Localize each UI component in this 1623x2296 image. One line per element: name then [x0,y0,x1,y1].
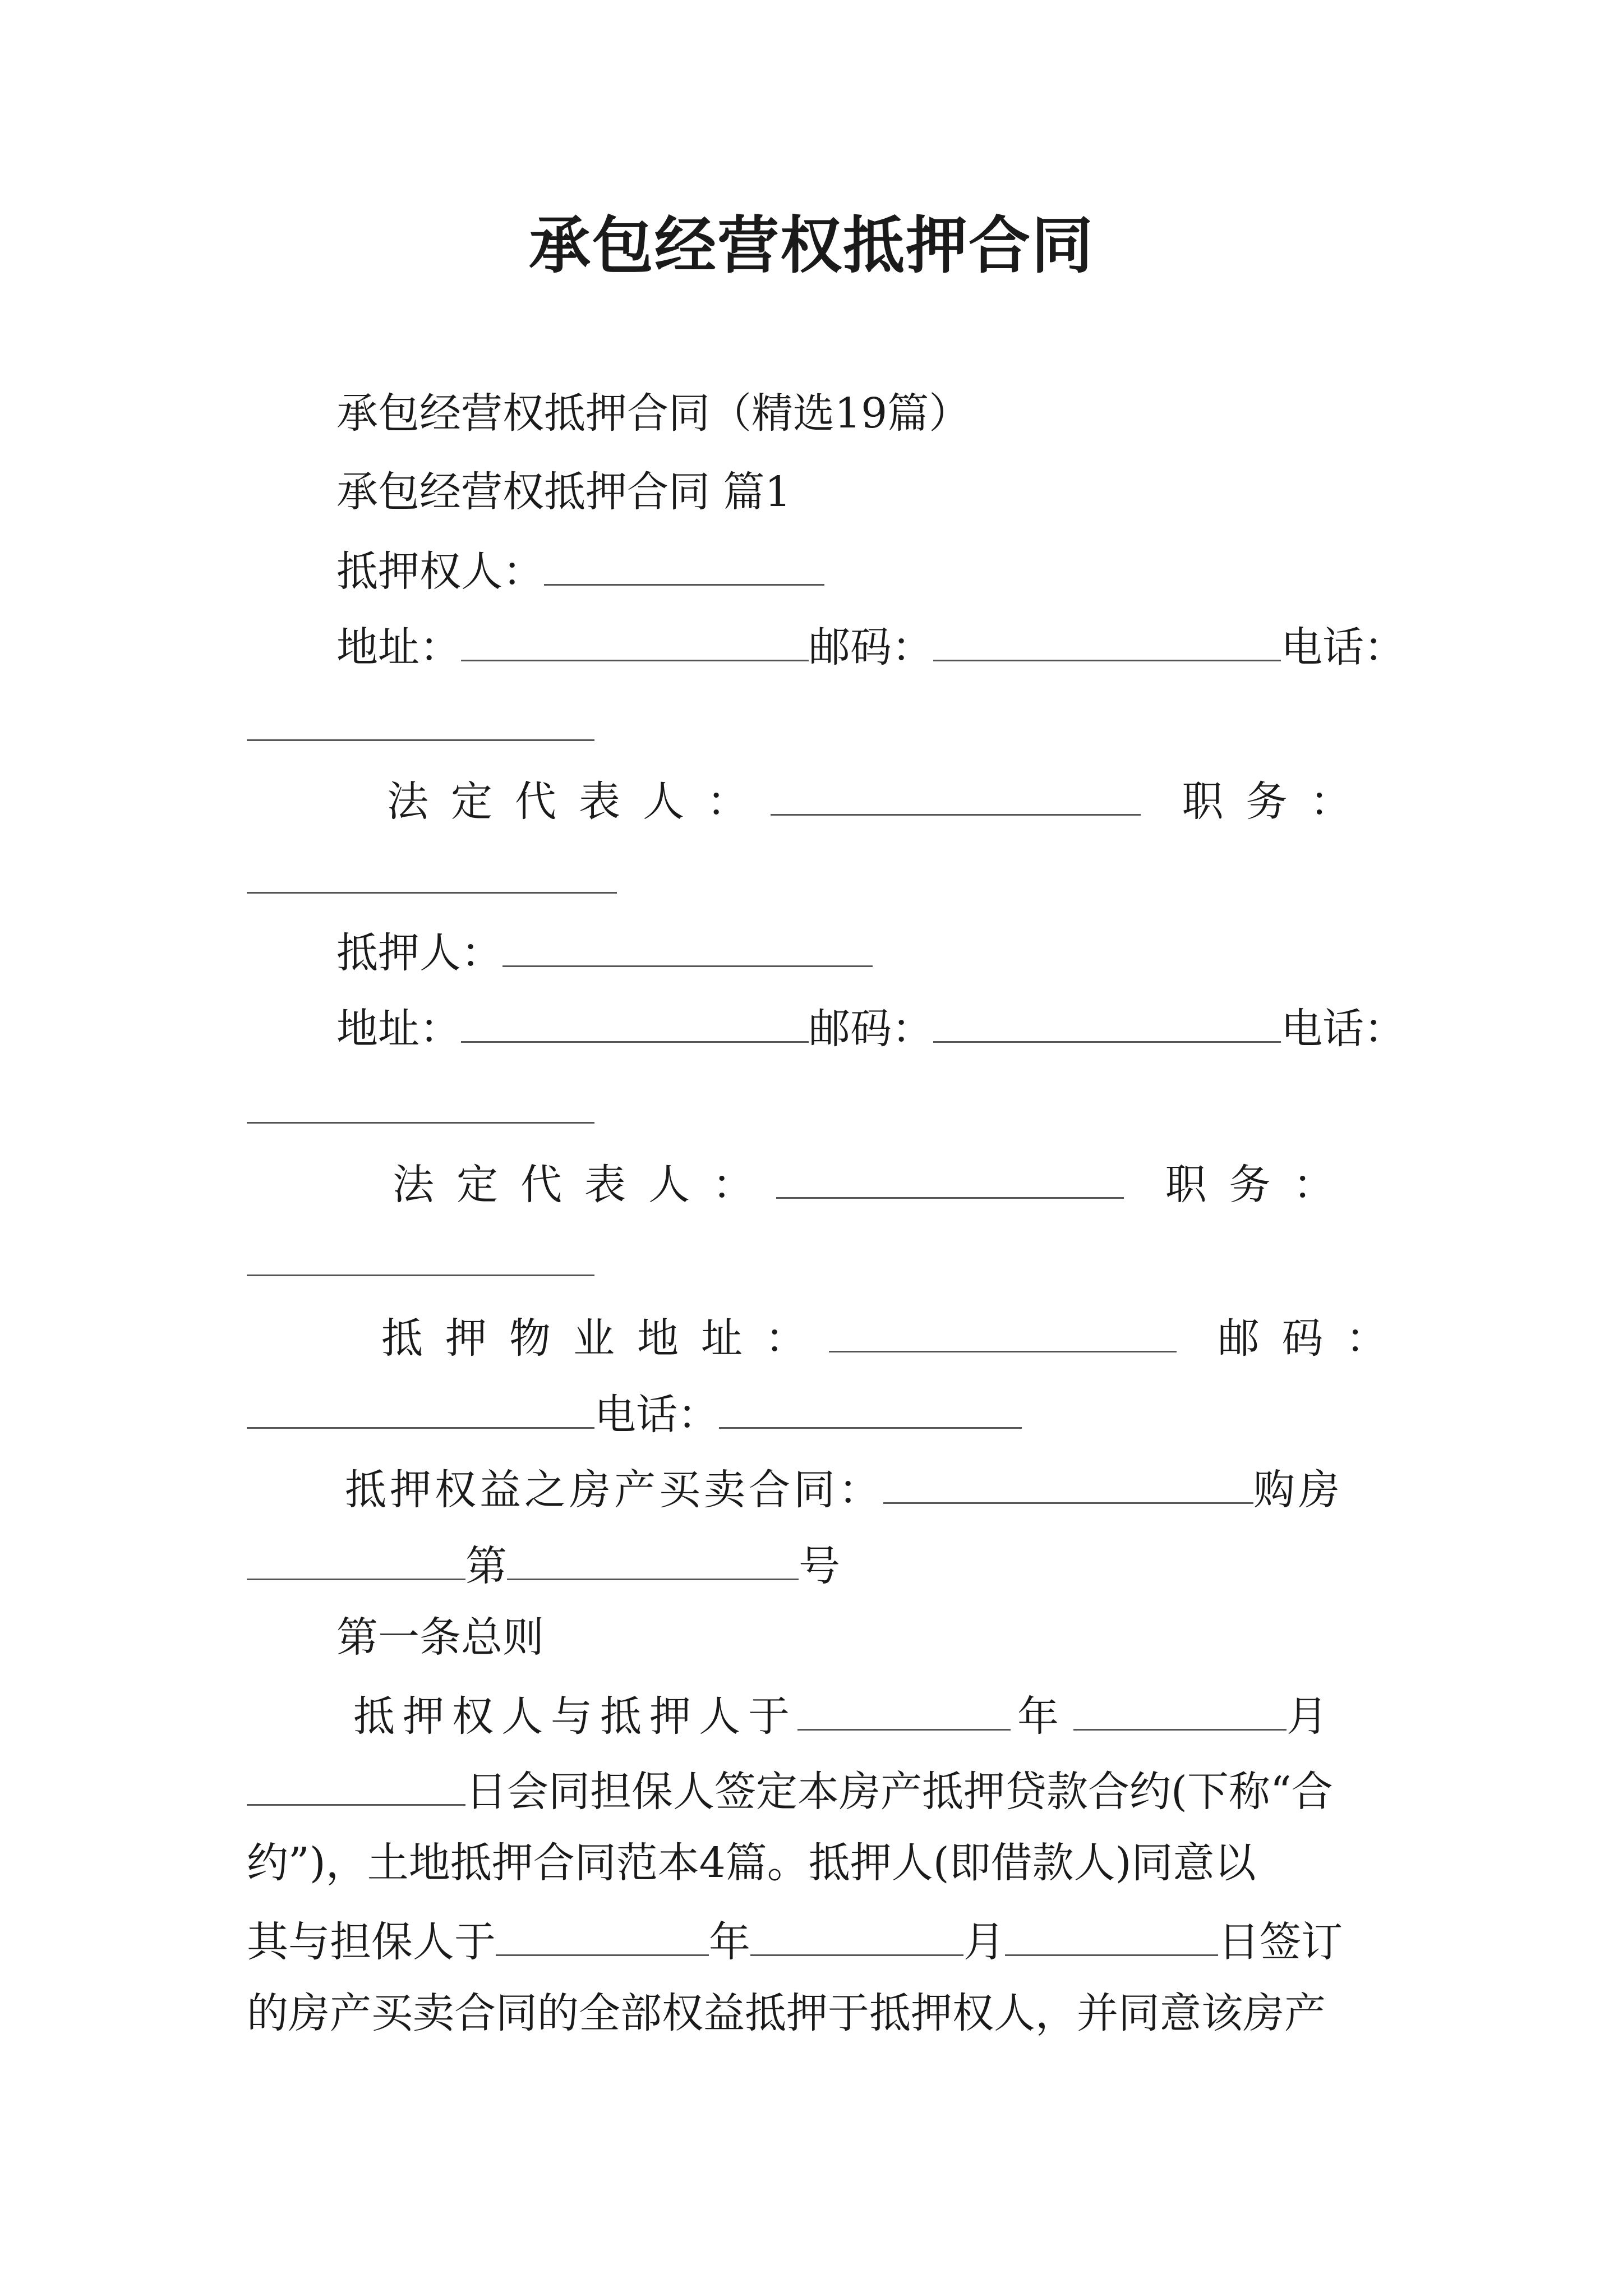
property-address-label: 抵押物业地址： [381,1314,829,1363]
para-line-5 [247,1989,1326,2037]
para-text: 日签订 [1218,1918,1343,1966]
year-label: 年 [1017,1692,1067,1741]
legal-rep-label: 法定代表人： [387,777,771,826]
mortgagor-row [336,928,873,977]
position-label: 职务： [1182,777,1374,826]
postcode-label: 邮码： [809,1005,933,1053]
no-label: 第 [465,1542,507,1590]
property-address-row [381,1314,1410,1363]
day-field[interactable] [1005,1917,1218,1956]
month-field[interactable] [750,1917,963,1956]
para-text: 抵押权人与抵押人于 [353,1692,797,1741]
para-line-2 [247,1767,1333,1816]
contract-number-row [247,1542,840,1590]
legal-rep-field[interactable] [771,777,1141,816]
article-one-text: 第一条总则 [336,1613,544,1662]
month-field[interactable] [1073,1692,1287,1731]
contract-field[interactable] [883,1465,1253,1504]
year-field[interactable] [797,1692,1011,1731]
contract-row [345,1465,1343,1514]
property-phone-row [247,1390,1022,1439]
document-title: 承包经营权抵押合同 [529,210,1094,282]
phone-field[interactable] [247,739,594,741]
position-label: 职务： [1165,1161,1357,1209]
phone-label: 电话： [1281,623,1405,671]
mortgagor-field[interactable] [502,928,873,967]
mortgagee-row [336,547,824,596]
address-row-1 [336,623,1405,671]
postcode-field[interactable] [933,1004,1281,1043]
address-field[interactable] [461,1004,809,1043]
address-row-2 [336,1004,1405,1053]
position-field[interactable] [247,892,617,894]
para-line-4 [247,1917,1343,1966]
mortgagor-label: 抵押人： [336,929,502,977]
para-line-3 [247,1839,1256,1887]
legal-rep-row-2 [393,1160,1357,1209]
para-text: 其与担保人于 [247,1918,496,1966]
section-heading-text: 承包经营权抵押合同 篇1 [336,468,791,516]
contract-label: 抵押权益之房产买卖合同： [345,1466,883,1514]
postcode-field[interactable] [933,623,1281,661]
subtitle-text: 承包经营权抵押合同（精选19篇） [336,389,971,438]
hao-label: 号 [799,1542,840,1590]
postcode-field[interactable] [247,1390,594,1429]
buy-field[interactable] [247,1542,465,1580]
address-field[interactable] [461,623,809,661]
para-line-1 [353,1692,1336,1741]
phone-field[interactable] [247,1122,594,1124]
para-text: 日会同担保人签定本房产抵押贷款合约(下称“合 [465,1768,1333,1816]
legal-rep-row-1 [387,777,1374,826]
position-field[interactable] [247,1274,594,1276]
buy-label: 购房 [1253,1466,1343,1514]
postcode-label: 邮码： [809,623,933,671]
property-address-field[interactable] [829,1314,1177,1352]
phone-label: 电话： [1281,1005,1405,1053]
subtitle [336,389,971,438]
address-label: 地址： [336,623,461,671]
phone-field[interactable] [719,1390,1022,1429]
number-field[interactable] [507,1542,799,1580]
mortgagee-label: 抵押权人： [336,547,544,596]
month-label: 月 [1287,1692,1336,1741]
day-field[interactable] [247,1767,465,1806]
year-field[interactable] [496,1917,709,1956]
address-label: 地址： [336,1005,461,1053]
legal-rep-field[interactable] [776,1160,1124,1199]
para-text: 的房产买卖合同的全部权益抵押于抵押权人，并同意该房产 [247,1989,1326,2037]
section-heading [336,468,791,516]
year-label: 年 [709,1918,750,1966]
month-label: 月 [963,1918,1005,1966]
mortgagee-field[interactable] [544,547,824,586]
para-text: 约”)，土地抵押合同范本4篇。抵押人(即借款人)同意以 [247,1839,1256,1887]
phone-label: 电话： [594,1391,719,1439]
article-one-heading [336,1613,544,1662]
postcode-label: 邮码： [1218,1314,1410,1363]
legal-rep-label: 法定代表人： [393,1161,776,1209]
